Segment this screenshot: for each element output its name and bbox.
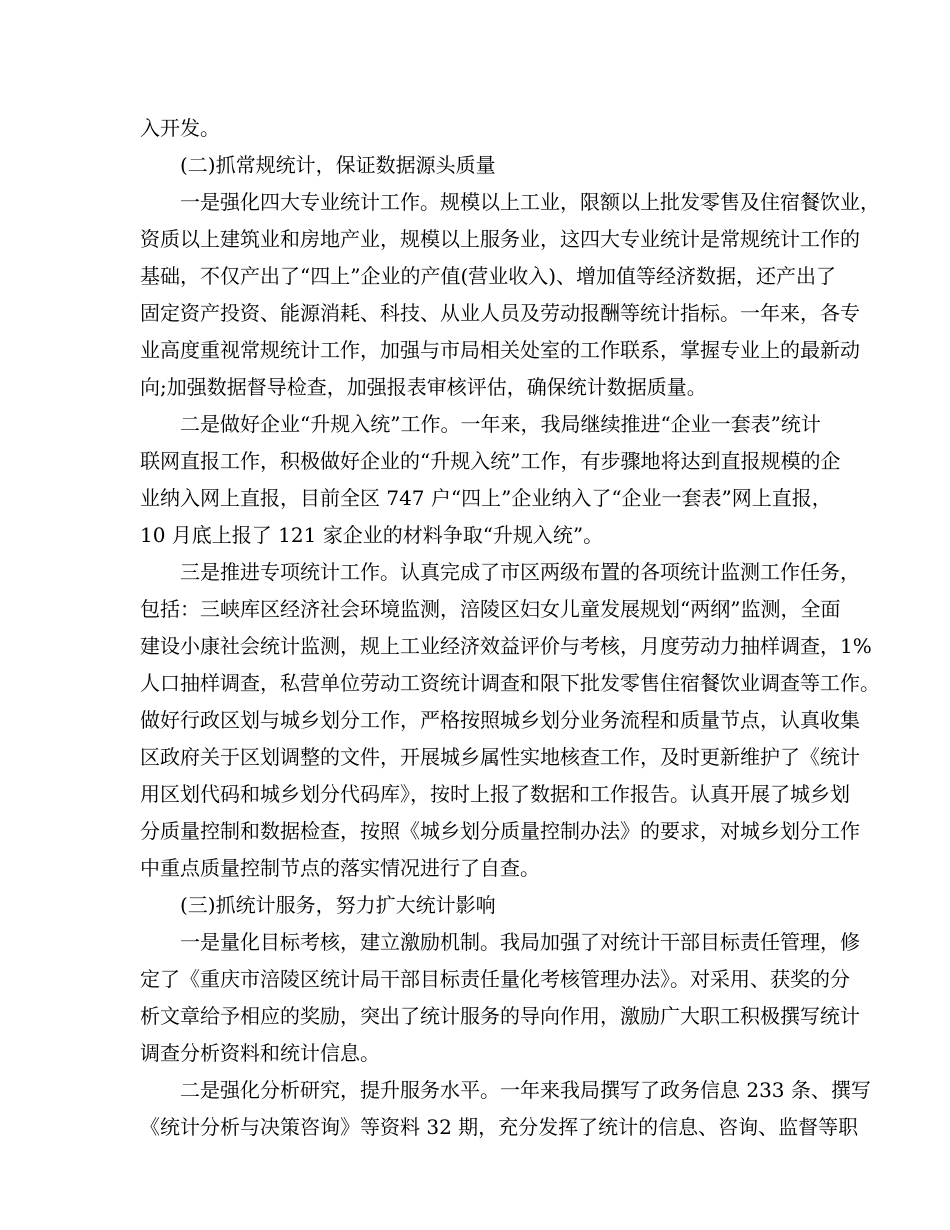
text-line-25: 析文章给予相应的奖励，突出了统计服务的导向作用，激励广大职工积极撰写统计: [140, 1004, 860, 1028]
text-line-1: 入开发。: [140, 116, 220, 140]
text-line-18: 区政府关于区划调整的文件，开展城乡属性实地核查工作，及时更新维护了《统计: [140, 745, 860, 769]
text-line-14: 包括：三峡库区经济社会环境监测，涪陵区妇女儿童发展规划“两纲”监测，全面: [140, 597, 841, 621]
text-line-4: 资质以上建筑业和房地产业，规模以上服务业，这四大专业统计是常规统计工作的: [140, 227, 860, 251]
text-line-19: 用区划代码和城乡划分代码库》，按时上报了数据和工作报告。认真开展了城乡划: [140, 782, 850, 806]
text-line-9: 二是做好企业“升规入统”工作。一年来，我局继续推进“企业一套表”统计: [180, 412, 821, 436]
text-line-10: 联网直报工作，积极做好企业的“升规入统”工作，有步骤地将达到直报规模的企: [140, 449, 841, 473]
text-line-23: 一是量化目标考核，建立激励机制。我局加强了对统计干部目标责任管理，修: [180, 930, 860, 954]
section-heading-2: (二)抓常规统计，保证数据源头质量: [180, 153, 496, 177]
text-line-28: 《统计分析与决策咨询》等资料 32 期，充分发挥了统计的信息、咨询、监督等职: [140, 1115, 859, 1139]
text-line-26: 调查分析资料和统计信息。: [140, 1041, 380, 1065]
text-line-12: 10 月底上报了 121 家企业的材料争取“升规入统”。: [140, 523, 604, 547]
text-line-7: 业高度重视常规统计工作，加强与市局相关处室的工作联系，掌握专业上的最新动: [140, 338, 860, 362]
text-line-5: 基础，不仅产出了“四上”企业的产值(营业收入)、增加值等经济数据，还产出了: [140, 264, 837, 288]
text-line-21: 中重点质量控制节点的落实情况进行了自查。: [140, 856, 540, 880]
text-line-6: 固定资产投资、能源消耗、科技、从业人员及劳动报酬等统计指标。一年来，各专: [140, 301, 860, 325]
section-heading-22: (三)抓统计服务，努力扩大统计影响: [180, 893, 496, 917]
text-line-3: 一是强化四大专业统计工作。规模以上工业，限额以上批发零售及住宿餐饮业，: [180, 190, 880, 214]
text-line-13: 三是推进专项统计工作。认真完成了市区两级布置的各项统计监测工作任务，: [180, 560, 860, 584]
text-line-24: 定了《重庆市涪陵区统计局干部目标责任量化考核管理办法》。对采用、获奖的分: [140, 967, 850, 991]
text-line-11: 业纳入网上直报，目前全区 747 户“四上”企业纳入了“企业一套表”网上直报，: [140, 486, 832, 510]
text-line-15: 建设小康社会统计监测，规上工业经济效益评价与考核，月度劳动力抽样调查，1%: [140, 634, 872, 658]
text-line-17: 做好行政区划与城乡划分工作，严格按照城乡划分业务流程和质量节点，认真收集: [140, 708, 860, 732]
text-line-8: 向;加强数据督导检查，加强报表审核评估，确保统计数据质量。: [140, 375, 707, 399]
text-line-20: 分质量控制和数据检查，按照《城乡划分质量控制办法》的要求，对城乡划分工作: [140, 819, 860, 843]
text-line-27: 二是强化分析研究，提升服务水平。一年来我局撰写了政务信息 233 条、撰写: [180, 1078, 871, 1102]
text-line-16: 人口抽样调查，私营单位劳动工资统计调查和限下批发零售住宿餐饮业调查等工作。: [140, 671, 880, 695]
